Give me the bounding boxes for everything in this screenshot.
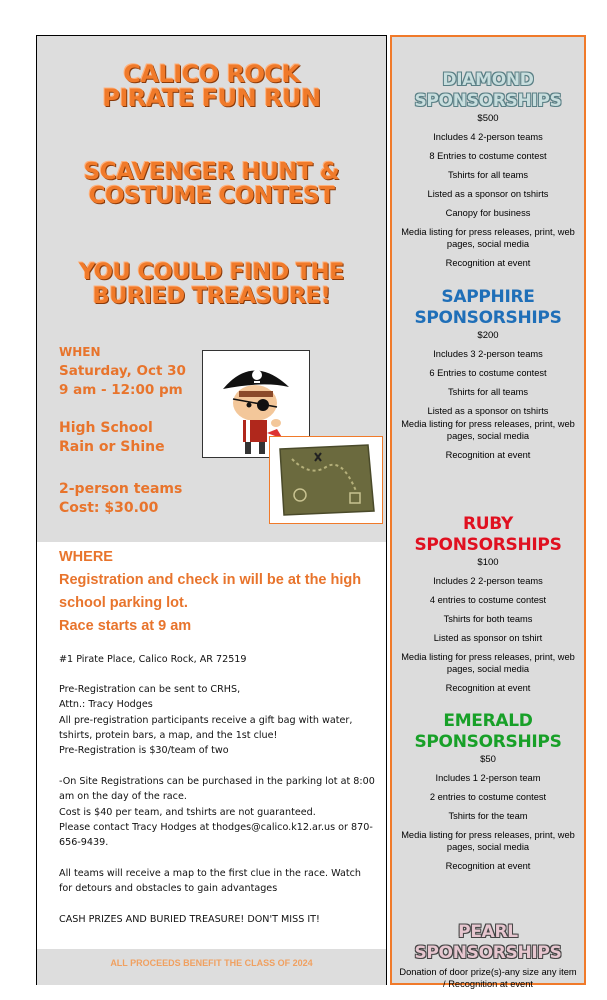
- preregistration-text: Pre-Registration can be sent to CRHS, Attn.: Tracy Hodges All pre-registration participants receive a gift bag with water, tshirts, protein bars, a map, and the 1st clue! Pre-Registration is $30/team of two: [59, 684, 353, 757]
- diamond-sponsorship: [392, 70, 584, 269]
- list-item: 8 Entries to costume contest: [429, 151, 547, 161]
- event-title: CALICO ROCK PIRATE FUN RUN: [102, 60, 321, 112]
- list-item: Listed as a sponsor on tshirts: [427, 189, 549, 199]
- list-item: Tshirts for all teams: [447, 170, 529, 180]
- address-text: #1 Pirate Place, Calico Rock, AR 72519: [59, 654, 247, 665]
- pearl-title: PEARL SPONSORSHIPS: [414, 922, 562, 963]
- list-item: Tshirts for all teams: [447, 387, 529, 397]
- list-item: Includes 4 2-person teams: [433, 132, 543, 142]
- event-tagline: YOU COULD FIND THE BURIED TREASURE!: [78, 259, 345, 309]
- pearl-benefits: [392, 966, 584, 990]
- emerald-sponsorship: [392, 711, 584, 872]
- sapphire-benefits: [392, 348, 584, 461]
- list-item: Listed as a sponsor on tshirts: [427, 406, 549, 416]
- list-item: Media listing for press releases, print, web pages, social media: [401, 419, 575, 441]
- ruby-sponsorship: [392, 514, 584, 694]
- emerald-benefits: [392, 772, 584, 872]
- ruby-benefits: [392, 575, 584, 694]
- diamond-benefits: [392, 131, 584, 269]
- emerald-price: $50: [480, 754, 496, 765]
- map-info-text: All teams will receive a map to the first clue in the race. Watch for detours and obstacles to gain advantages: [59, 868, 361, 895]
- closing-text: CASH PRIZES AND BURIED TREASURE! DON'T MISS IT!: [59, 914, 320, 925]
- list-item: Media listing for press releases, print, web pages, social media: [401, 830, 575, 852]
- pearl-sponsorship: [392, 922, 584, 990]
- list-item: Canopy for business: [445, 208, 531, 218]
- where-label: WHERE: [59, 549, 113, 565]
- event-date: Saturday, Oct 30: [59, 363, 186, 379]
- sponsorship-panel: [390, 35, 586, 989]
- location-block: High School Rain or Shine: [59, 420, 165, 455]
- treasure-map-illustration: [269, 436, 383, 524]
- emerald-title: EMERALD SPONSORSHIPS: [414, 711, 562, 752]
- event-time: 9 am - 12:00 pm: [59, 382, 183, 398]
- list-item: Recognition at event: [445, 450, 531, 460]
- diamond-price: $500: [477, 113, 499, 124]
- list-item: Recognition at event: [445, 258, 531, 268]
- event-flyer: [36, 35, 387, 985]
- when-label: WHEN: [59, 345, 101, 359]
- list-item: Recognition at event: [445, 861, 531, 871]
- list-item: 4 entries to costume contest: [429, 595, 547, 605]
- list-item: Recognition at event: [445, 683, 531, 693]
- sapphire-sponsorship: [392, 287, 584, 461]
- pearl-description: Donation of door prize(s)-any size any item / Recognition at event: [399, 967, 577, 989]
- list-item: Tshirts for both teams: [443, 614, 533, 624]
- where-block: WHERE Registration and check in will be at the high school parking lot. Race starts at 9 am: [59, 546, 379, 638]
- proceeds-note: ALL PROCEEDS BENEFIT THE CLASS OF 2024: [110, 958, 313, 968]
- list-item: Tshirts for the team: [448, 811, 528, 821]
- event-subtitle: SCAVENGER HUNT & COSTUME CONTEST: [83, 159, 340, 209]
- sapphire-price: $200: [477, 330, 499, 341]
- list-item: Includes 2 2-person teams: [433, 576, 543, 586]
- list-item: 6 Entries to costume contest: [429, 368, 547, 378]
- sapphire-title: SAPPHIRE SPONSORSHIPS: [414, 287, 562, 328]
- list-item: Includes 1 2-person team: [435, 773, 541, 783]
- list-item: Listed as sponsor on tshirt: [433, 633, 543, 643]
- ruby-price: $100: [477, 557, 499, 568]
- diamond-title: DIAMOND SPONSORSHIPS: [414, 70, 562, 111]
- list-item: Media listing for press releases, print, web pages, social media: [401, 652, 575, 674]
- ruby-title: RUBY SPONSORSHIPS: [414, 514, 562, 555]
- cost-block: 2-person teams Cost: $30.00: [59, 481, 183, 516]
- when-block: [59, 343, 186, 400]
- list-item: Includes 3 2-person teams: [433, 349, 543, 359]
- list-item: 2 entries to costume contest: [429, 792, 547, 802]
- onsite-registration-text: -On Site Registrations can be purchased in the parking lot at 8:00 am on the day of the race. Cost is $40 per team, and tshirts are not guaranteed. Please contact Tracy Hodges at thodges@calico.k12.ar.us or 870- 656-9439.: [59, 776, 375, 849]
- list-item: Media listing for press releases, print, web pages, social media: [401, 227, 575, 249]
